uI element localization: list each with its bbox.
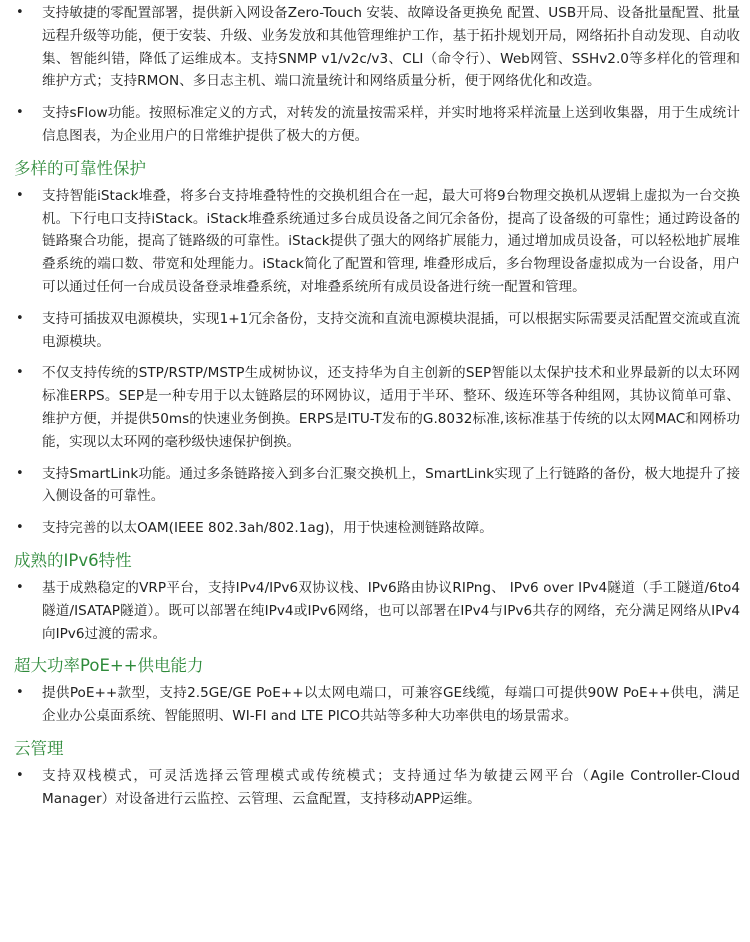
cloud-bullet-list (14, 765, 740, 811)
bullet-item-istack: • 支持智能iStack堆叠，将多台支持堆叠特性的交换机组合在一起，最大可将9台物理交换机从逻辑上虚拟为一台交换机。下行电口支持iStack。iStack堆叠系统通过多台成员设备之间冗余备份，提高了设备级的可靠性；通过跨设备的链路聚合功能，提高了链路级的可靠性。iStack提供了强大的网络扩展能力，通过增加成员设备，可以轻松地扩展堆叠系统的端口数、带宽和处理能力。iStack简化了配置和管理, 堆叠形成后，多台物理设备虚拟成为一台设备，用户可以通过任何一台成员设备登录堆叠系统，对堆叠系统所有成员设备进行统一配置和管理。 (14, 185, 740, 299)
section-title-cloud-management: 云管理 (14, 738, 64, 758)
reliability-bullet-list (14, 185, 740, 540)
bullet-item-stp-sep-erps: • 不仅支持传统的STP/RSTP/MSTP生成树协议，还支持华为自主创新的SEP智能以太保护技术和业界最新的以太环网标准ERPS。SEP是一种专用于以太链路层的环网协议，适用于半环、整环、级连环等各种组网，其协议简单可靠、维护方便，并提供50ms的快速业务倒换。ERPS是ITU-T发布的G.8032标准,该标准基于传统的以太网MAC和网桥功能，实现以太环网的毫秒级快速保护倒换。 (14, 362, 740, 453)
bullet-item-poe-plus-plus: • 提供PoE++款型，支持2.5GE/GE PoE++以太网电端口，可兼容GE线缆，每端口可提供90W PoE++供电，满足企业办公桌面系统、智能照明、WI-FI and LTE PICO共站等多种大功率供电的场景需求。 (14, 682, 740, 728)
bullet-item-sflow: • 支持sFlow功能。按照标准定义的方式，对转发的流量按需采样，并实时地将采样流量上送到收集器，用于生成统计信息图表，为企业用户的日常维护提供了极大的方便。 (14, 102, 740, 148)
bullet-item-smartlink: • 支持SmartLink功能。通过多条链路接入到多台汇聚交换机上，SmartLink实现了上行链路的备份，极大地提升了接入侧设备的可靠性。 (14, 463, 740, 509)
section-title-ipv6: 成熟的IPv6特性 (14, 550, 132, 570)
intro-bullet-list (14, 2, 740, 148)
bullet-item-ethernet-oam: • 支持完善的以太OAM(IEEE 802.3ah/802.1ag)，用于快速检测链路故障。 (14, 517, 740, 540)
section-title-poe: 超大功率PoE++供电能力 (14, 656, 204, 676)
bullet-item-vrp-ipv6: • 基于成熟稳定的VRP平台，支持IPv4/IPv6双协议栈、IPv6路由协议RIPng、 IPv6 over IPv4隧道（手工隧道/6to4隧道/ISATAP隧道）。既可以部署在纯IPv4或IPv6网络，也可以部署在IPv4与IPv6共存的网络，充分满足网络从IPv4向IPv6过渡的需求。 (14, 577, 740, 645)
bullet-item-dual-stack-cloud: • 支持双栈模式，可灵活选择云管理模式或传统模式；支持通过华为敏捷云网平台（Agile Controller-Cloud Manager）对设备进行云监控、云管理、云盒配置，支持移动APP运维。 (14, 765, 740, 811)
bullet-item-zero-touch: • 支持敏捷的零配置部署，提供新入网设备Zero-Touch 安装、故障设备更换免 配置、USB开局、设备批量配置、批量远程升级等功能，便于安装、升级、业务发放和其他管理维护工作，基于拓扑规划开局，网络拓扑自动发现、自动收集、智能纠错，降低了运维成本。支持SNMP v1/v2c/v3、CLI（命令行）、Web网管、SSHv2.0等多样化的管理和维护方式；支持RMON、多日志主机、端口流量统计和网络质量分析，便于网络优化和改造。 (14, 2, 740, 93)
ipv6-bullet-list (14, 577, 740, 645)
poe-bullet-list (14, 682, 740, 728)
section-title-reliability: 多样的可靠性保护 (14, 158, 146, 178)
bullet-item-power-module: • 支持可插拔双电源模块，实现1+1冗余备份，支持交流和直流电源模块混插，可以根据实际需要灵活配置交流或直流电源模块。 (14, 308, 740, 354)
